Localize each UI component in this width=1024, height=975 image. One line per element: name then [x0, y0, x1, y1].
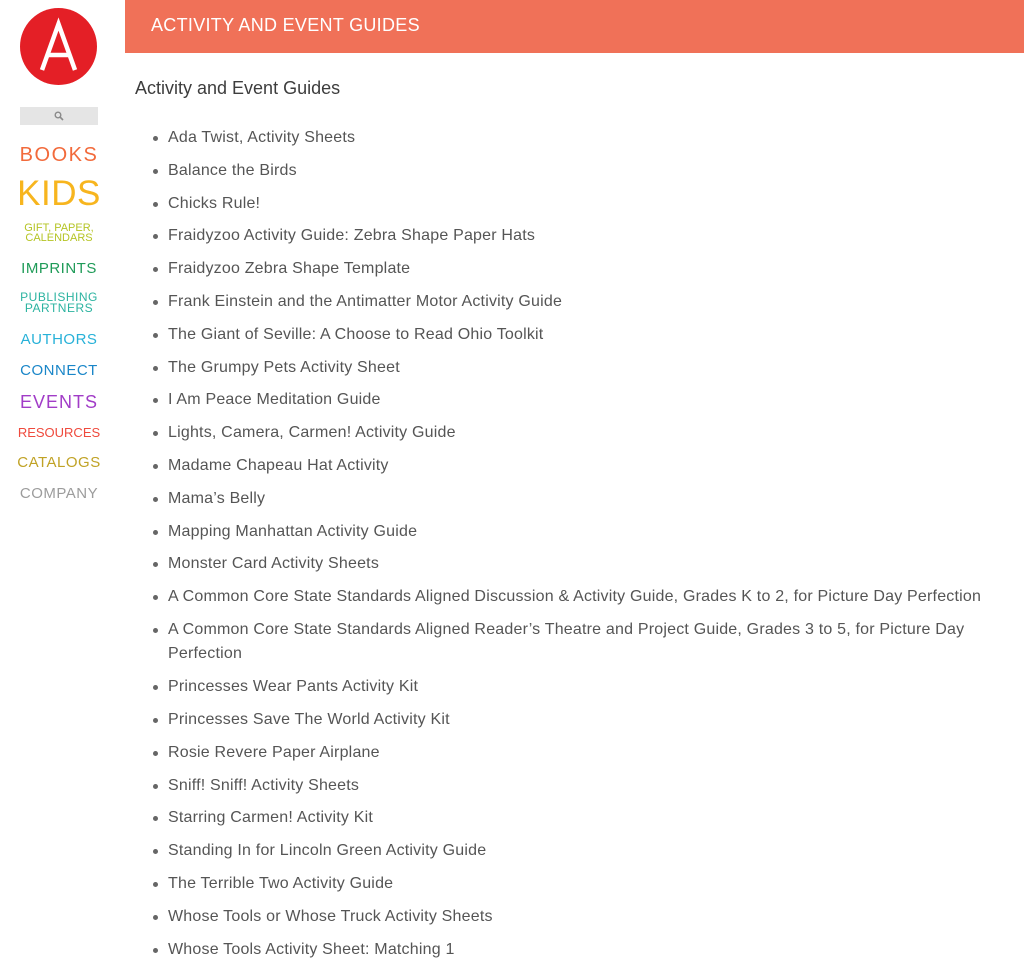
nav-partners-line1: PUBLISHING	[20, 290, 98, 304]
list-item	[152, 421, 1010, 446]
guide-link[interactable]: Rosie Revere Paper Airplane	[168, 743, 380, 761]
guide-link[interactable]: Monster Card Activity Sheets	[168, 555, 380, 573]
nav-partners-line2: PARTNERS	[24, 301, 94, 315]
guide-link[interactable]: Standing In for Lincoln Green Activity Guide	[168, 842, 487, 860]
guide-link[interactable]: I Am Peace Meditation Guide	[168, 391, 381, 409]
page-header-bar	[125, 0, 1024, 53]
list-item	[152, 618, 1010, 667]
guide-link[interactable]: Lights, Camera, Carmen! Activity Guide	[168, 424, 456, 442]
nav-kids[interactable]: KIDS	[17, 174, 101, 213]
list-item	[152, 159, 1010, 184]
list-item	[152, 323, 1010, 348]
nav-publishing-partners[interactable]	[0, 292, 118, 314]
list-item	[152, 938, 1010, 963]
nav-gift-paper-calendars[interactable]	[0, 223, 118, 243]
guide-link[interactable]: Starring Carmen! Activity Kit	[168, 809, 373, 827]
guide-link[interactable]: Frank Einstein and the Antimatter Motor Activity Guide	[168, 292, 563, 310]
list-item	[152, 872, 1010, 897]
list-item	[152, 520, 1010, 545]
nav-books[interactable]: BOOKS	[19, 144, 99, 166]
list-item	[152, 454, 1010, 479]
guide-list	[152, 126, 1010, 970]
list-item	[152, 905, 1010, 930]
guide-link[interactable]: Princesses Save The World Activity Kit	[168, 711, 450, 729]
list-item	[152, 708, 1010, 733]
list-item	[152, 552, 1010, 577]
nav-gift-line2: CALENDARS	[25, 232, 93, 244]
nav-company[interactable]: COMPANY	[19, 485, 99, 502]
list-item	[152, 487, 1010, 512]
list-item	[152, 126, 1010, 151]
nav-imprints[interactable]: IMPRINTS	[21, 260, 97, 277]
guide-link[interactable]: Mama’s Belly	[168, 489, 266, 507]
list-item	[152, 675, 1010, 700]
guide-link[interactable]: Mapping Manhattan Activity Guide	[168, 522, 418, 540]
list-item	[152, 839, 1010, 864]
header-title: ACTIVITY AND EVENT GUIDES	[151, 15, 420, 35]
list-item	[152, 192, 1010, 217]
guide-link[interactable]: Fraidyzoo Activity Guide: Zebra Shape Paper Hats	[168, 227, 536, 245]
guide-link[interactable]: Chicks Rule!	[168, 194, 261, 212]
guide-link[interactable]: Balance the Birds	[168, 161, 297, 179]
nav-events[interactable]: EVENTS	[19, 392, 99, 412]
guide-link[interactable]: The Giant of Seville: A Choose to Read Ohio Toolkit	[168, 325, 544, 343]
guide-link[interactable]: A Common Core State Standards Aligned Discussion & Activity Guide, Grades K to 2, for Picture Day Perfection	[168, 588, 982, 606]
nav-authors[interactable]: AUTHORS	[20, 331, 98, 348]
guide-link[interactable]: Sniff! Sniff! Activity Sheets	[168, 776, 360, 794]
list-item	[152, 806, 1010, 831]
list-item	[152, 224, 1010, 249]
list-item	[152, 774, 1010, 799]
nav-connect[interactable]: CONNECT	[20, 362, 98, 379]
guide-link[interactable]: Ada Twist, Activity Sheets	[168, 129, 356, 146]
guide-link[interactable]: A Common Core State Standards Aligned Reader’s Theatre and Project Guide, Grades 3 to 5, for Picture Day Perfection	[168, 620, 965, 663]
search-icon	[54, 111, 64, 121]
guide-link[interactable]: The Terrible Two Activity Guide	[168, 875, 394, 893]
sidebar	[0, 0, 118, 975]
guide-link[interactable]: Princesses Wear Pants Activity Kit	[168, 678, 419, 696]
guide-link[interactable]: The Grumpy Pets Activity Sheet	[168, 358, 400, 376]
guide-link[interactable]: Whose Tools Activity Sheet: Matching 1	[168, 940, 455, 958]
list-item	[152, 290, 1010, 315]
nav-gift-line1: GIFT, PAPER,	[24, 222, 94, 234]
page-title: Activity and Event Guides	[135, 78, 341, 98]
guide-link[interactable]: Fraidyzoo Zebra Shape Template	[168, 260, 411, 278]
list-item	[152, 356, 1010, 381]
list-item	[152, 257, 1010, 282]
list-item	[152, 741, 1010, 766]
nav-resources[interactable]: RESOURCES	[17, 425, 101, 440]
guide-link[interactable]: Whose Tools or Whose Truck Activity Sheets	[168, 907, 493, 925]
guide-link[interactable]: Madame Chapeau Hat Activity	[168, 456, 389, 474]
search-input[interactable]	[20, 107, 98, 125]
list-item	[152, 388, 1010, 413]
list-item	[152, 585, 1010, 610]
logo-icon[interactable]	[20, 8, 97, 85]
nav-catalogs[interactable]: CATALOGS	[17, 454, 101, 471]
logo-a-glyph	[20, 8, 97, 85]
